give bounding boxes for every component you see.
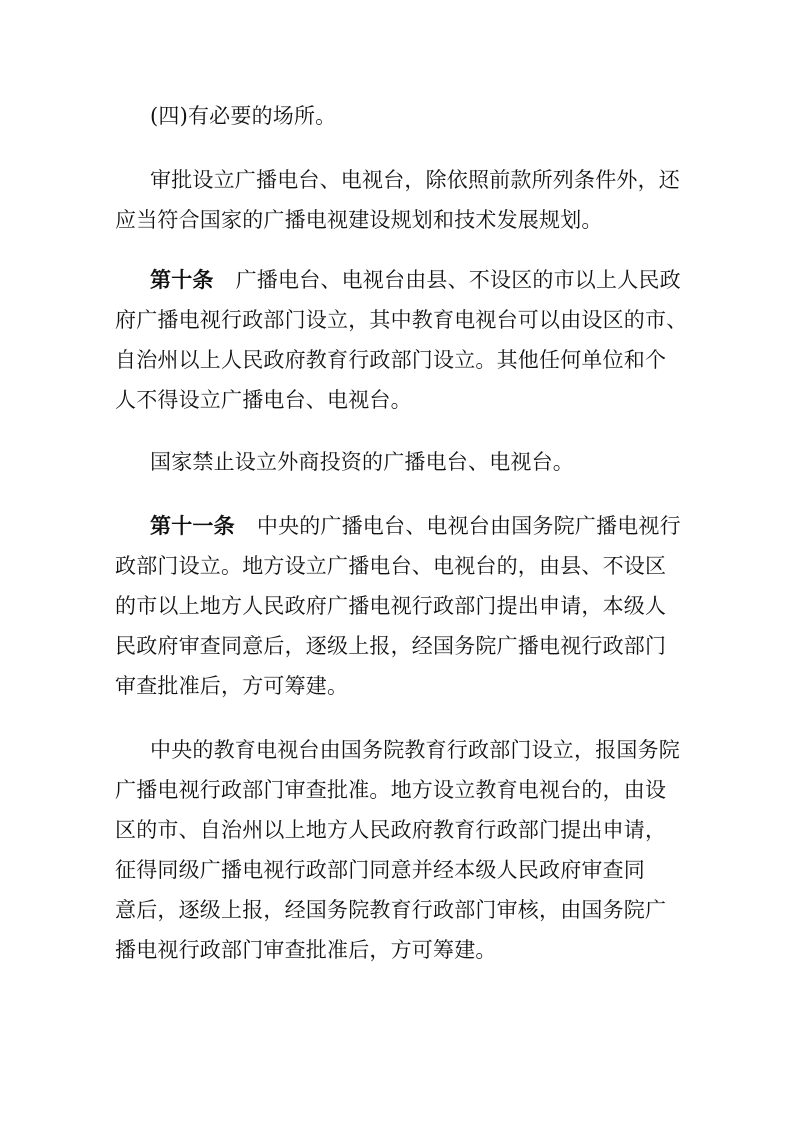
article-11-text-3: 的市以上地方人民政府广播电视行政部门提出申请，本级人 [115,594,667,618]
article-10-line-1 [150,266,793,294]
education-tv-line-2 [115,776,793,804]
article-11-text-4: 民政府审查同意后，逐级上报，经国务院广播电视行政部门 [115,634,667,658]
article-10-text-4: 人不得设立广播电台、电视台。 [115,388,412,412]
education-tv-line-3 [115,816,793,844]
item-four-text: (四)有必要的场所。 [150,104,337,128]
article-10-text-2: 府广播电视行政部门设立，其中教育电视台可以由设区的市、 [115,308,688,332]
article-10-line-2 [115,306,793,334]
article-11-heading: 第十一条 [150,513,235,538]
article-11-line-3 [115,592,793,620]
article-11-text-5: 审查批准后，方可筹建。 [115,674,349,698]
education-tv-text-5: 意后，逐级上报，经国务院教育行政部门审核，由国务院广 [115,898,667,922]
foreign-investment-paragraph [150,448,793,476]
foreign-investment-text: 国家禁止设立外商投资的广播电台、电视台。 [150,450,574,474]
article-10-heading: 第十条 [150,267,214,292]
article-10-text-1: 广播电台、电视台由县、不设区的市以上人民政 [235,268,681,292]
education-tv-text-1: 中央的教育电视台由国务院教育行政部门设立，报国务院 [150,738,680,762]
approval-paragraph-line-2 [115,206,793,234]
education-tv-line-6 [115,936,793,964]
article-11-text-1: 中央的广播电台、电视台由国务院广播电视行 [256,514,681,538]
article-11-line-4 [115,632,793,660]
article-11-text-2: 政部门设立。地方设立广播电台、电视台的，由县、不设区 [115,554,667,578]
item-four [150,102,793,130]
article-10-line-4 [115,386,793,414]
approval-text-1: 审批设立广播电台、电视台，除依照前款所列条件外，还 [150,168,680,192]
education-tv-text-3: 区的市、自治州以上地方人民政府教育行政部门提出申请， [115,818,667,842]
article-11-line-1 [150,512,793,540]
approval-text-2: 应当符合国家的广播电视建设规划和技术发展规划。 [115,208,603,232]
education-tv-line-4 [115,856,793,884]
education-tv-line-5 [115,896,793,924]
approval-paragraph-line-1 [150,166,793,194]
education-tv-text-6: 播电视行政部门审查批准后，方可筹建。 [115,938,497,962]
article-10-text-3: 自治州以上人民政府教育行政部门设立。其他任何单位和个 [115,348,667,372]
education-tv-text-2: 广播电视行政部门审查批准。地方设立教育电视台的，由设 [115,778,667,802]
article-11-line-5 [115,672,793,700]
education-tv-line-1 [150,736,793,764]
article-11-line-2 [115,552,793,580]
article-10-line-3 [115,346,793,374]
education-tv-text-4: 征得同级广播电视行政部门同意并经本级人民政府审查同 [115,858,645,882]
